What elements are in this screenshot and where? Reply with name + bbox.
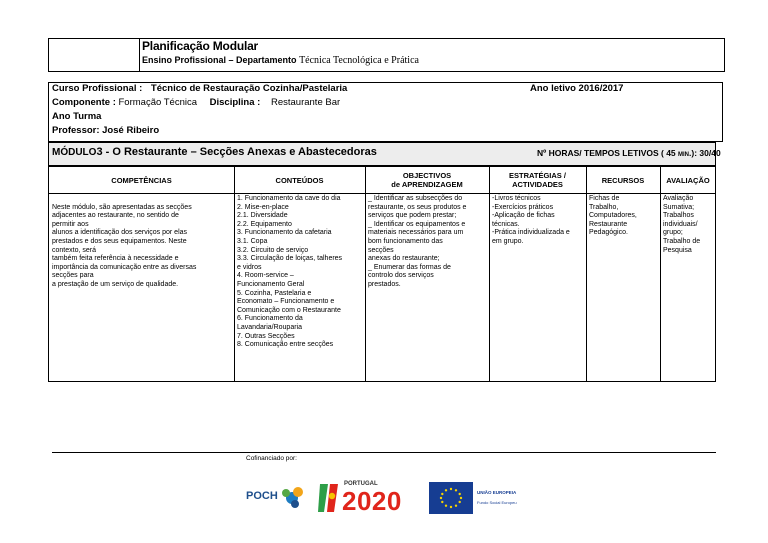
th-objectivos-label-1: OBJECTIVOS <box>402 171 452 180</box>
th-objectivos-label-2: de APRENDIZAGEM <box>391 180 463 189</box>
teacher: Professor: José Ribeiro <box>52 125 160 136</box>
eu-logo <box>429 478 529 516</box>
cofinanced-label: Cofinanciado por: <box>246 455 297 462</box>
subject-label: Disciplina : <box>209 97 261 108</box>
portugal-2020-logo <box>318 478 413 516</box>
course-line <box>52 82 347 96</box>
module-prefix: MÓDULO <box>52 147 97 158</box>
cell-conteudos: 1. Funcionamento da cave do dia 2. Mise-en-place 2.1. Diversidade 2.2. Equipamento 3. Funcionamento da cafetaria 3.1. Copa 3.2. Circuito de serviço 3.3. Circulação de loiças, talheres e vidros 4. Room-service – Funcionamento Geral 5. Cozinha, Pastelaria e Economato – Funcionamento e Comunicação com o Restaurante 6. Funcionamento da Lavandaria/Rouparia 7. Outras Secções 8. Comunicação entre secções <box>237 195 343 349</box>
cell-competencias: Neste módulo, são apresentadas as secções adjacentes ao restaurante, no sentido de permitir aos alunos a identificação dos serviços por elas prestados e dos seus equipamentos. Neste contexto, será também feita referência à necessidade e importância da comunicação entre as diversas secções para a prestação de um serviço de qualidade. <box>52 203 197 288</box>
course-value: Técnico de Restauração Cozinha/Pastelaria <box>150 83 348 94</box>
th-conteudos-label: CONTEÚDOS <box>275 175 324 185</box>
th-recursos-label: RECURSOS <box>601 175 645 185</box>
planning-table <box>48 166 716 382</box>
eu-text: UNIÃO EUROPEIA <box>477 490 517 495</box>
year-class: Ano Turma <box>52 111 102 122</box>
page-title: Planificação Modular <box>142 39 259 53</box>
module-title-line <box>52 146 377 158</box>
department-label: Ensino Profissional – Departamento <box>142 55 297 65</box>
header-divider <box>139 38 140 72</box>
th-recursos <box>586 167 660 193</box>
component-line <box>52 96 340 110</box>
th-estrategias-label-1: ESTRATÉGIAS / <box>509 171 566 180</box>
th-avaliacao-label: AVALIAÇÃO <box>666 175 710 185</box>
component-value: Formação Técnica <box>118 97 197 108</box>
component-label: Componente : <box>52 97 116 108</box>
module-title: 3 - O Restaurante – Secções Anexas e Abastecedoras <box>96 146 377 158</box>
cell-objectivos: _ Identificar as subsecções do restaurante, os seus produtos e serviços que podem prestar; _ Identificar os equipamentos e materiais necessários para um bom funcionamento das secções anexas do restaurante; _ Enumerar das formas de controlo dos serviços prestados. <box>368 195 467 288</box>
module-hours: Nº HORAS/ TEMPOS LETIVOS ( 45 min.): 30/40 <box>537 148 721 158</box>
th-estrategias-label-2: ACTIVIDADES <box>512 180 563 189</box>
th-conteudos <box>234 167 365 193</box>
header-row-divider <box>49 193 715 194</box>
cell-avaliacao: Avaliação Sumativa; Trabalhos individuais/ grupo; Trabalho de Pesquisa <box>663 195 701 254</box>
year-text: 2020 <box>342 486 402 516</box>
cell-recursos: Fichas de Trabalho, Computadores, Restaurante Pedagógico. <box>589 195 637 237</box>
th-competencias <box>49 167 234 193</box>
course-label: Curso Profissional : <box>52 83 143 94</box>
th-estrategias <box>489 167 586 193</box>
poch-text: POCH <box>246 490 278 502</box>
school-year: Ano letivo 2016/2017 <box>530 83 624 94</box>
footer-rule <box>52 452 716 453</box>
th-objectivos <box>365 167 489 193</box>
th-avaliacao <box>660 167 716 193</box>
cell-estrategias: -Livros técnicos -Exercícios práticos -Aplicação de fichas técnicas. -Prática individualizada e em grupo. <box>492 195 570 245</box>
subject-value: Restaurante Bar <box>270 97 341 108</box>
th-competencias-label: COMPETÊNCIAS <box>111 175 172 185</box>
eu-flag-icon <box>429 482 473 514</box>
eu-fund-text: Fundo Social Europeu <box>477 500 517 505</box>
department-line <box>142 55 419 66</box>
portugal-text: PORTUGAL <box>344 481 378 487</box>
department-name: Técnica Tecnológica e Prática <box>299 55 419 66</box>
poch-logo <box>246 478 306 516</box>
